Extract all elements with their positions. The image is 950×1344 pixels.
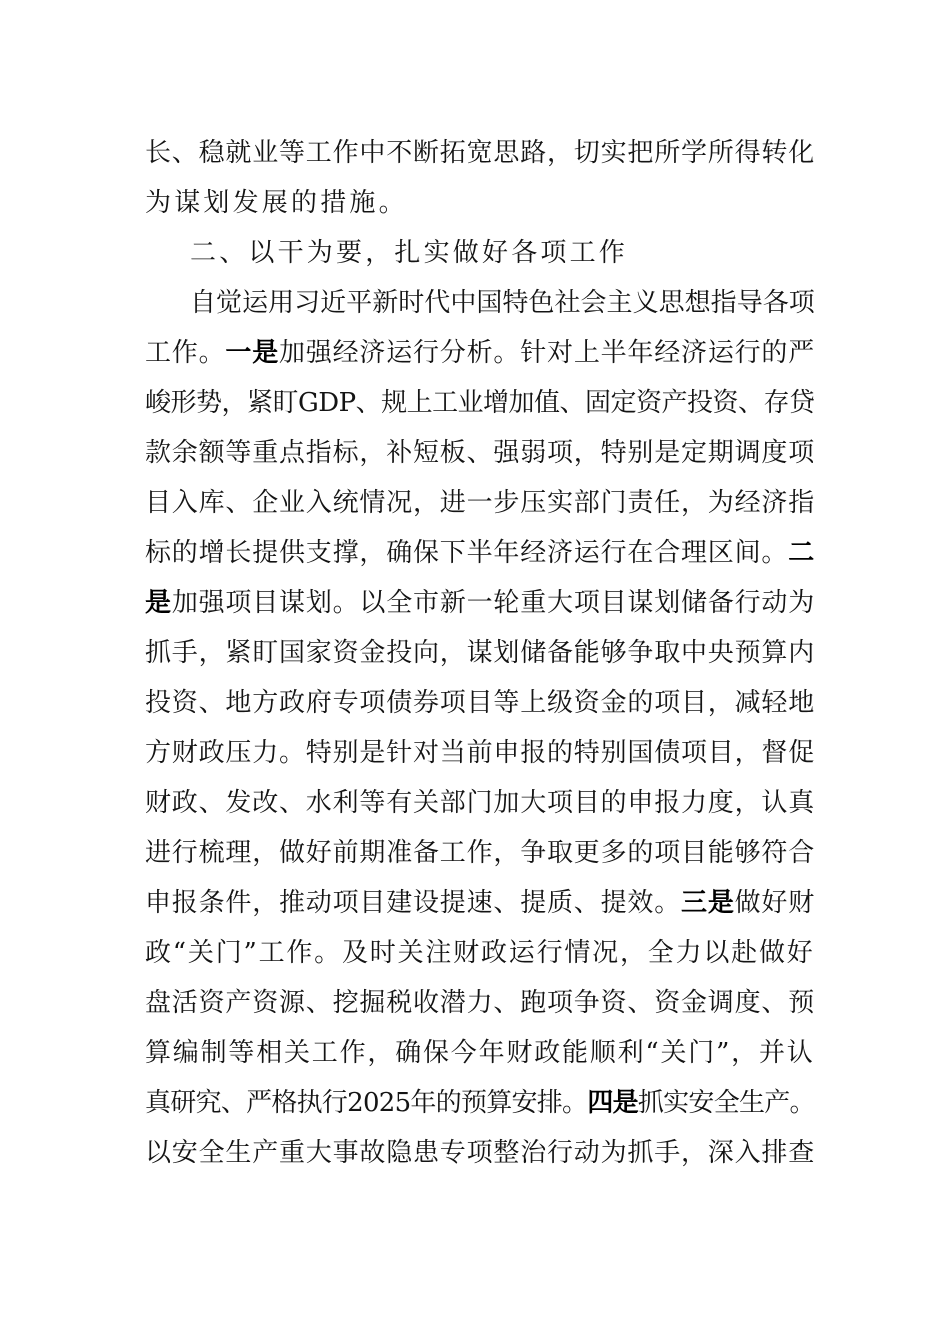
text-line: 工作。一是加强经济运行分析。针对上半年经济运行的严: [145, 338, 816, 368]
text-line: 款余额等重点指标，补短板、强弱项，特别是定期调度项: [145, 438, 816, 468]
text-line: 算编制等相关工作，确保今年财政能顺利“关门”，并认: [145, 1038, 815, 1068]
text-line: 抓手，紧盯国家资金投向，谋划储备能够争取中央预算内: [145, 638, 816, 668]
text-line: 投资、地方政府专项债券项目等上级资金的项目，减轻地: [145, 688, 816, 718]
text-line: 进行梳理，做好前期准备工作，争取更多的项目能够符合: [145, 838, 816, 868]
text-line: 盘活资产资源、挖掘税收潜力、跑项争资、资金调度、预: [145, 988, 816, 1018]
text-line: 目入库、企业入统情况，进一步压实部门责任，为经济指: [145, 488, 816, 518]
text-line: 方财政压力。特别是针对当前申报的特别国债项目，督促: [145, 738, 816, 768]
text-line: 以安全生产重大事故隐患专项整治行动为抓手，深入排查: [145, 1138, 816, 1168]
text-line: 政“关门”工作。及时关注财政运行情况，全力以赴做好: [145, 938, 815, 968]
text-line: 自觉运用习近平新时代中国特色社会主义思想指导各项: [190, 288, 815, 318]
text-line: 财政、发改、水利等有关部门加大项目的申报力度，认真: [145, 788, 816, 818]
text-line: 真研究、严格执行2025年的预算安排。四是抓实安全生产。: [145, 1088, 815, 1118]
section-heading: 二、以干为要，扎实做好各项工作: [190, 238, 629, 268]
text-line: 申报条件，推动项目建设提速、提质、提效。三是做好财: [145, 888, 816, 918]
text-line: 标的增长提供支撑，确保下半年经济运行在合理区间。二: [145, 538, 816, 568]
text-line: 峻形势，紧盯GDP、规上工业增加值、固定资产投资、存贷: [145, 388, 815, 418]
text-line: 为谋划发展的措施。: [145, 188, 408, 218]
text-line: 长、稳就业等工作中不断拓宽思路，切实把所学所得转化: [145, 138, 816, 168]
text-line: 是加强项目谋划。以全市新一轮重大项目谋划储备行动为: [145, 588, 816, 618]
